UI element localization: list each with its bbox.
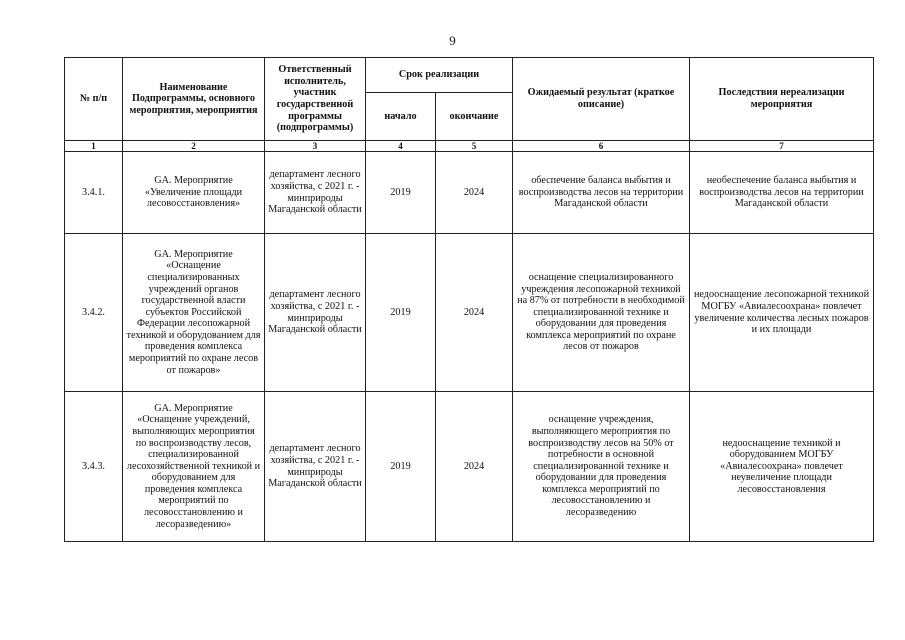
row-responsible: департамент лесного хозяйства, с 2021 г. - минприроды Магаданской области xyxy=(265,392,366,542)
row-end: 2024 xyxy=(436,392,513,542)
row-end: 2024 xyxy=(436,152,513,234)
header-period: Срок реализации xyxy=(366,58,513,93)
row-consequences: недооснащение лесопожарной техникой МОГБУ «Авиалесоохрана» повлечет увеличение количества лесных пожаров и их площади xyxy=(690,234,874,392)
row-number: 3.4.3. xyxy=(65,392,123,542)
row-start: 2019 xyxy=(366,392,436,542)
row-consequences: необеспечение баланса выбытия и воспроизводства лесов на территории Магаданской области xyxy=(690,152,874,234)
row-result: оснащение специализированного учреждения лесопожарной техникой на 87% от потребности в необходимой специализированной технике и оборудовании для проведения комплекса мероприятий по охране лесов от пожаров xyxy=(513,234,690,392)
header-row-top xyxy=(65,58,874,93)
row-responsible: департамент лесного хозяйства, с 2021 г. - минприроды Магаданской области xyxy=(265,152,366,234)
row-start: 2019 xyxy=(366,152,436,234)
header-name: Наименование Подпрограммы, основного мероприятия, мероприятия xyxy=(123,58,265,141)
column-number: 2 xyxy=(123,141,265,152)
row-end: 2024 xyxy=(436,234,513,392)
row-result: обеспечение баланса выбытия и воспроизводства лесов на территории Магаданской области xyxy=(513,152,690,234)
row-start: 2019 xyxy=(366,234,436,392)
page-number: 9 xyxy=(449,33,456,48)
table-row xyxy=(65,234,874,392)
header-responsible: Ответственный исполнитель, участник государственной программы (подпрограммы) xyxy=(265,58,366,141)
header-consequences: Последствия нереализации мероприятия xyxy=(690,58,874,141)
column-number: 5 xyxy=(436,141,513,152)
header-start: начало xyxy=(366,93,436,141)
table-row xyxy=(65,392,874,542)
row-name: GA. Мероприятие «Оснащение учреждений, выполняющих мероприятия по воспроизводству лесов, специализированной лесохозяйственной техникой и оборудованием для проведения комплекса мероприятий по лесовосстановлению и лесоразведению» xyxy=(123,392,265,542)
row-number: 3.4.1. xyxy=(65,152,123,234)
column-number: 6 xyxy=(513,141,690,152)
table-row xyxy=(65,152,874,234)
row-name: GA. Мероприятие «Оснащение специализированных учреждений органов государственной власти субъектов Российской Федерации лесопожарной техникой и оборудованием для проведения комплекса мероприятий по охране лесов от пожаров» xyxy=(123,234,265,392)
header-end: окончание xyxy=(436,93,513,141)
column-number: 4 xyxy=(366,141,436,152)
row-responsible: департамент лесного хозяйства, с 2021 г. - минприроды Магаданской области xyxy=(265,234,366,392)
row-result: оснащение учреждения, выполняющего мероприятия по воспроизводству лесов на 50% от потребности в основной специализированной технике и оборудовании для проведения комплекса мероприятий по лесовосстановлению и лесоразведению xyxy=(513,392,690,542)
program-table xyxy=(64,57,874,542)
row-consequences: недооснащение техникой и оборудованием МОГБУ «Авиалесоохрана» повлечет неувеличение площади лесовосстановления xyxy=(690,392,874,542)
column-number: 7 xyxy=(690,141,874,152)
column-number: 1 xyxy=(65,141,123,152)
column-number: 3 xyxy=(265,141,366,152)
row-number: 3.4.2. xyxy=(65,234,123,392)
column-numbers-row xyxy=(65,141,874,152)
header-result: Ожидаемый результат (краткое описание) xyxy=(513,58,690,141)
header-num: № п/п xyxy=(65,58,123,141)
row-name: GA. Мероприятие «Увеличение площади лесовосстановления» xyxy=(123,152,265,234)
